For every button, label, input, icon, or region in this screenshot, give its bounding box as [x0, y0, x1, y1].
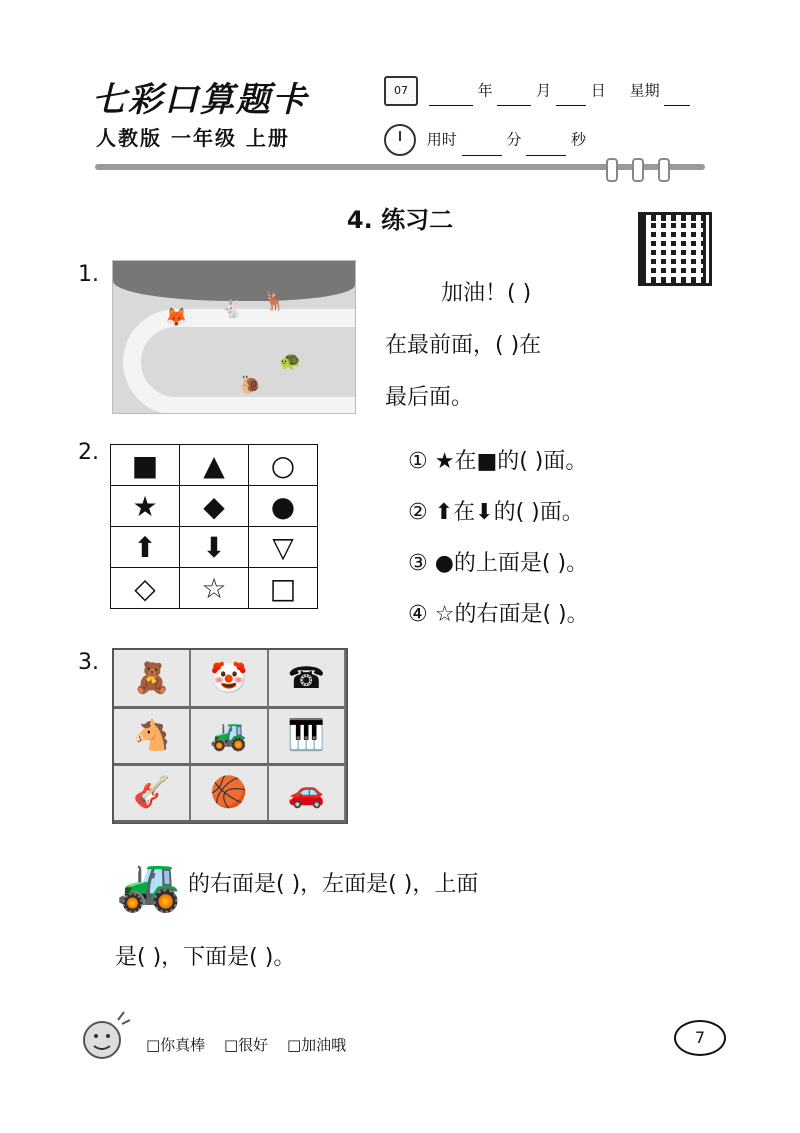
rating-great-checkbox[interactable]: □你真棒: [146, 1036, 206, 1054]
basketball-icon: 🏀: [191, 764, 268, 820]
mascot-icon: [74, 1006, 134, 1070]
seconds-label: 秒: [570, 130, 586, 149]
time-line: [384, 124, 586, 156]
q3-line: [110, 852, 478, 918]
minutes-label: 分: [506, 130, 522, 149]
q3-line: 是( )，下面是( )。: [115, 945, 296, 970]
q1-line: 在最前面，( )在: [385, 333, 542, 358]
snail-icon: 🐌: [239, 375, 262, 396]
edition-label: 人教版 一年级 上册: [96, 126, 290, 150]
question-1-text: [385, 268, 541, 424]
clock-icon: [384, 124, 416, 156]
q2-line: ① ★在■的( )面。: [408, 449, 588, 474]
qr-code-icon[interactable]: [638, 212, 712, 286]
rocking-horse-icon: 🐴: [114, 707, 191, 763]
grid-cell: ▽: [249, 527, 318, 568]
shape-grid: [110, 444, 318, 609]
grid-cell: ○: [249, 445, 318, 486]
grid-cell: ⬆: [111, 527, 180, 568]
rating-try-checkbox[interactable]: □加油哦: [286, 1036, 347, 1054]
tractor-icon: 🚜: [116, 855, 182, 915]
grid-cell: ■: [111, 445, 180, 486]
page-title: 4. 练习二: [346, 206, 454, 234]
deer-icon: 🦌: [263, 291, 286, 312]
rating-good-checkbox[interactable]: □很好: [223, 1036, 269, 1054]
month-label: 月: [536, 81, 552, 100]
weekday-blank[interactable]: [664, 105, 690, 106]
binder-ring-icon: [606, 158, 618, 182]
binder-ring-icon: [632, 158, 644, 182]
calendar-icon: 07: [384, 76, 418, 106]
page-number: 7: [674, 1020, 726, 1056]
minutes-blank[interactable]: [462, 155, 502, 156]
year-label: 年: [477, 81, 493, 100]
shelf-row: [114, 707, 346, 766]
time-used-label: 用时: [426, 130, 457, 149]
tractor-icon: 🚜: [191, 707, 268, 763]
q1-line: 加油！( ): [441, 281, 532, 306]
grid-cell: ▲: [180, 445, 249, 486]
brand-title: 七彩口算题卡: [92, 80, 308, 120]
seconds-blank[interactable]: [526, 155, 566, 156]
race-scene-image: [112, 260, 356, 414]
grid-cell: ●: [249, 486, 318, 527]
toy-shelf-image: [112, 648, 348, 824]
question-number-1: 1.: [78, 262, 99, 287]
day-blank[interactable]: [556, 105, 586, 106]
teddy-bear-icon: 🧸: [114, 650, 191, 706]
grid-cell: ★: [111, 486, 180, 527]
grid-cell: □: [249, 568, 318, 609]
q2-line: ④ ☆的右面是( )。: [408, 602, 589, 627]
q3-line-text: 的右面是( )，左面是( )，上面: [188, 872, 479, 897]
q1-line: 最后面。: [385, 385, 474, 410]
fox-icon: 🦊: [165, 307, 188, 328]
clown-doll-icon: 🤡: [191, 650, 268, 706]
q2-line: ② ⬆在⬇的( )面。: [408, 500, 584, 525]
toy-car-icon: 🚗: [269, 764, 346, 820]
trees-icon: [113, 261, 355, 301]
doll-guitar-icon: 🎸: [114, 764, 191, 820]
question-number-2: 2.: [78, 440, 99, 465]
rabbit-icon: 🐇: [221, 299, 244, 320]
question-number-3: 3.: [78, 650, 99, 675]
keyboard-icon: 🎹: [269, 707, 346, 763]
month-blank[interactable]: [497, 105, 531, 106]
year-blank[interactable]: [429, 105, 473, 106]
grid-cell: ◇: [111, 568, 180, 609]
shelf-row: [114, 764, 346, 823]
q2-line: ③ ●的上面是( )。: [408, 551, 589, 576]
race-track-icon: [123, 309, 356, 414]
question-2-lines: [408, 436, 589, 640]
grid-cell: ⬇: [180, 527, 249, 568]
date-line: [384, 76, 690, 106]
telephone-icon: ☎: [269, 650, 346, 706]
turtle-icon: 🐢: [279, 351, 302, 372]
grid-cell: ☆: [180, 568, 249, 609]
binder-ring-icon: [658, 158, 670, 182]
grid-cell: ◆: [180, 486, 249, 527]
shelf-row: [114, 650, 346, 709]
weekday-label: 星期: [629, 81, 660, 100]
day-label: 日: [590, 81, 606, 100]
rating-options: [146, 1034, 360, 1055]
